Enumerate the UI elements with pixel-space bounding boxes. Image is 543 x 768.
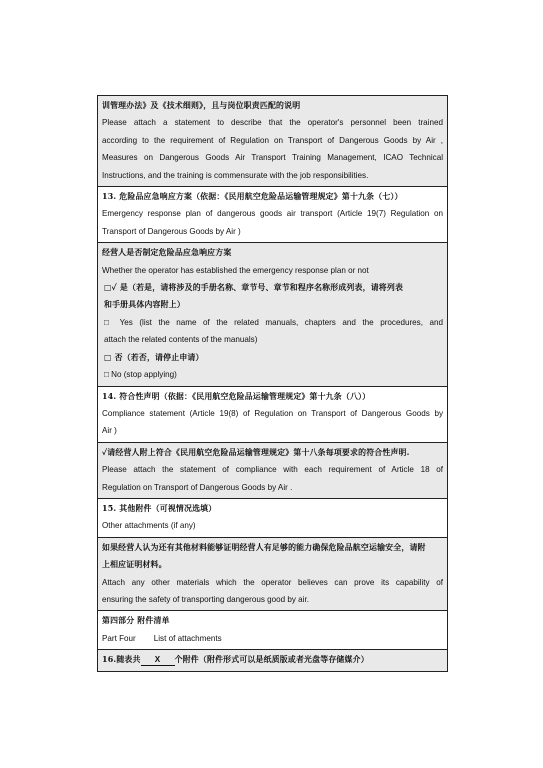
training-statement-en-line-3: Measures on Dangerous Goods Air Transport Training Management, ICAO Technical [102, 153, 443, 163]
section-14-title-en-line-1: Compliance statement (Article 19(8) of Regulation on Transport of Dangerous Goods by [102, 408, 443, 418]
training-statement-cn: 训管理办法》及《技术细则》，且与岗位职责匹配的说明 [102, 101, 301, 110]
attachment-count-blank[interactable]: X [141, 654, 175, 666]
section-15-title-en: Other attachments (if any) [102, 521, 196, 531]
section-15-header-row [98, 498, 447, 537]
other-attachments-cn-line-2: 上相应证明材料。 [102, 560, 167, 570]
section-14-title-cn: 14. 符合性声明（依据：《民用航空危险品运输管理规定》第十九条（八）） [102, 391, 371, 401]
other-attachments-en-line-1: Attach any other materials which the operator believes can prove its capability of [102, 577, 443, 587]
attachment-count-suffix: 个附件（附件形式可以是纸质版或者光盘等存储媒介） [174, 655, 369, 665]
section-15-title-cn: 15. 其他附件（可视情况选填） [102, 503, 217, 513]
other-attachments-row [98, 537, 447, 611]
yes-option-cn-line-1[interactable]: □✓ 是（若是，请将涉及的手册名称、章节号、章节和程序名称形成列表，请将列表 [104, 283, 404, 293]
training-statement-en-line-4: Instructions, and the training is commensurate with the job responsibilities. [102, 170, 369, 180]
yes-option-en-line-2: attach the related contents of the manuals) [104, 335, 258, 345]
section-13-title-cn: 13. 危险品应急响应方案（依据：《民用航空危险品运输管理规定》第十九条（七）） [102, 192, 403, 202]
yes-option-cn-line-2: 和手册具体内容附上） [104, 300, 185, 310]
training-statement-en-line-2: according to the requirement of Regulation on Transport of Dangerous Goods by Air , [102, 135, 443, 145]
no-option-en[interactable]: □ No (stop applying) [104, 370, 177, 380]
emergency-plan-question-row [98, 242, 447, 385]
compliance-statement-en-line-1: Please attach the statement of compliance with each requirement of Article 18 of [102, 465, 443, 475]
training-statement-en-line-1: Please attach a statement to describe that the operator's personnel been trained [102, 118, 443, 128]
compliance-statement-cn: ✓请经营人附上符合《民用航空危险品运输管理规定》第十八条每项要求的符合性声明. [102, 447, 410, 457]
compliance-statement-row [98, 442, 447, 498]
compliance-statement-en-line-2: Regulation on Transport of Dangerous Goods by Air . [102, 482, 293, 492]
other-attachments-en-line-2: ensuring the safety of transporting dangerous good by air. [102, 594, 309, 604]
section-14-header-row [98, 386, 447, 442]
section-13-title-en-line-1: Emergency response plan of dangerous goods air transport (Article 19(7) Regulation on [102, 209, 443, 219]
other-attachments-cn-line-1: 如果经营人认为还有其他材料能够证明经营人有足够的能力确保危险品航空运输安全，请附 [102, 542, 426, 552]
part-four-title-en [102, 630, 443, 647]
attachment-count-row [98, 649, 447, 670]
section-13-title-en-line-2: Transport of Dangerous Goods by Air ) [102, 226, 241, 236]
section-13-header-row [98, 186, 447, 242]
no-option-cn[interactable]: □ 否（若否，请停止申请） [104, 352, 204, 362]
training-statement-row [98, 96, 447, 186]
part-four-header-row [98, 610, 447, 649]
attachment-count-prefix: 16.随表共 [102, 655, 141, 665]
attachments-list-label: List of attachments [153, 633, 222, 643]
part-four-title-cn: 第四部分 附件清单 [102, 616, 170, 626]
yes-option-en-line-1[interactable]: □ Yes (list the name of the related manuals, chapters and the procedures, and [104, 317, 443, 327]
section-14-title-en-line-2: Air ) [102, 426, 117, 436]
emergency-plan-question-en: Whether the operator has established the emergency response plan or not [102, 265, 369, 275]
emergency-plan-question-cn: 经营人是否制定危险品应急响应方案 [102, 248, 232, 258]
part-four-label: Part Four [102, 633, 136, 643]
attachment-count-line [102, 651, 443, 668]
application-form-table [97, 95, 448, 672]
